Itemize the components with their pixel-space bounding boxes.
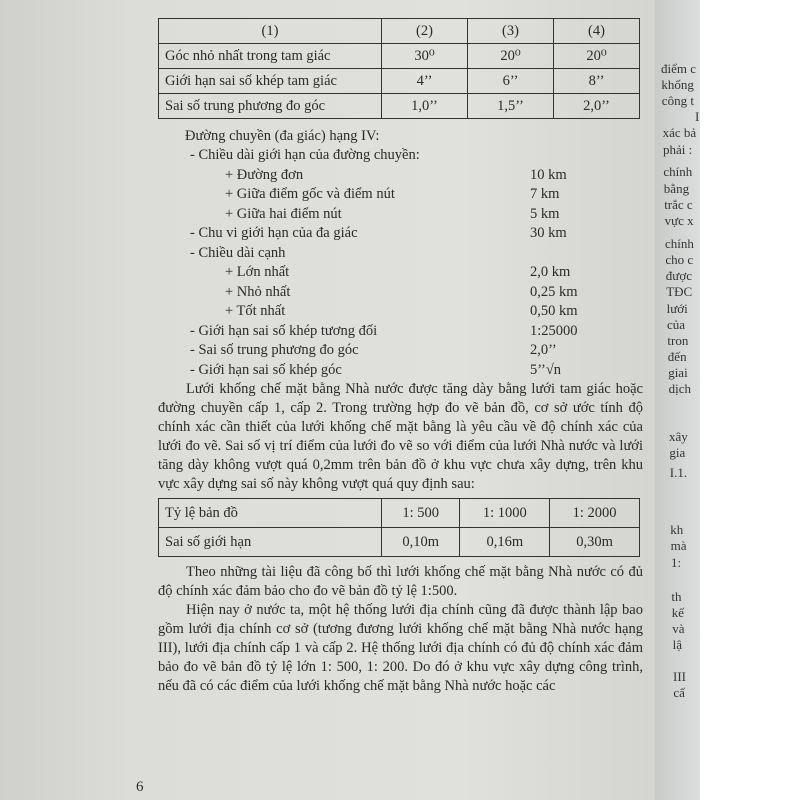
table-cell: Tỷ lệ bản đồ: [159, 499, 382, 528]
right-page-text: công t: [661, 93, 694, 108]
right-page-text: điểm c: [661, 61, 697, 76]
right-page-text: phải :: [663, 142, 693, 157]
table-cell: 8’’: [554, 69, 640, 94]
list-item-label: + Đường đơn: [225, 166, 304, 183]
list-item: [158, 244, 643, 264]
list-item-label: + Lớn nhất: [225, 264, 290, 280]
right-page-text: và: [672, 621, 685, 636]
right-page-text: xác bả: [662, 125, 697, 140]
list-item-label: - Chiều dài giới hạn của đường chuyền:: [190, 147, 420, 163]
list-item: [158, 361, 643, 381]
table-cell: 20⁰: [554, 44, 640, 69]
list-item-value: 2,0 km: [530, 264, 571, 280]
table-row: [159, 44, 640, 69]
table-cell: 0,16m: [460, 528, 550, 557]
paragraph: Lưới khống chế mặt bằng Nhà nước được tăng dày bằng lưới tam giác hoặc đường chuyền cấp 1, cấp 2. Trong trường hợp đo vẽ bản đồ, cơ sở ước tính độ chính xác cần thiết của lưới khống chế mặt bằng là yêu cầu về độ chính xác của lưới đo vẽ. Sai số vị trí điểm của lưới đo vẽ so với điểm của lưới Nhà nước và lưới tăng dày không vượt quá 0,2mm trên bản đồ ở khu vực chưa xây dựng, trên khu vực xây dựng sai số này không vượt quá quy định sau:: [158, 381, 643, 492]
right-page-text: th: [671, 589, 682, 604]
right-page-text: khống: [661, 77, 694, 92]
table-row: [159, 69, 640, 94]
table-cell: Sai số trung phương đo góc: [159, 94, 382, 119]
table-row: [159, 94, 640, 119]
list-item-label: - Chiều dài cạnh: [190, 244, 286, 261]
table-header-row: [159, 19, 640, 44]
list-item: [158, 166, 643, 186]
list-item: [158, 263, 643, 283]
table-header: (3): [468, 19, 554, 44]
list-item: [158, 302, 643, 322]
list-item: [158, 283, 643, 303]
table-cell: 1,5’’: [468, 94, 554, 119]
table-cell: 1: 2000: [550, 499, 640, 528]
right-page-text: đến: [667, 349, 687, 364]
table-cell: Góc nhỏ nhất trong tam giác: [159, 44, 382, 69]
right-page-text: kế: [671, 605, 685, 620]
right-page-text: cấ: [673, 685, 685, 700]
section-title: Đường chuyền (đa giác) hạng IV:: [185, 128, 380, 144]
list-item-label: + Nhỏ nhất: [225, 283, 291, 300]
table-cell: 30⁰: [382, 44, 468, 69]
list-item: [158, 224, 643, 244]
list-item: [158, 205, 643, 225]
list-item-value: 10 km: [530, 166, 567, 183]
right-page-text: III: [673, 669, 686, 684]
right-page-text: được: [665, 268, 692, 283]
list-item-value: 2,0’’: [530, 342, 557, 358]
spec-list: [158, 146, 643, 380]
right-page-text: giai: [668, 365, 688, 380]
right-page-text: trắc c: [664, 197, 693, 212]
right-page-text: chính: [663, 164, 693, 179]
table-cell: 1,0’’: [382, 94, 468, 119]
list-item-value: 5’’√n: [530, 361, 562, 378]
scale-error-table: [158, 498, 640, 557]
list-item-label: - Sai số trung phương đo góc: [190, 342, 359, 358]
paragraph: Theo những tài liệu đã công bố thì lưới khống chế mặt bằng Nhà nước có đủ độ chính xác đảm bảo cho đo vẽ bản đồ tỷ lệ 1:500.: [158, 564, 643, 599]
list-item-value: 1:25000: [530, 322, 578, 339]
right-page-text: của: [667, 317, 686, 332]
right-page-text: 1:: [671, 555, 682, 570]
table-cell: 1: 500: [382, 499, 460, 528]
list-item-label: - Giới hạn sai số khép góc: [190, 361, 342, 378]
list-item-label: + Tốt nhất: [225, 303, 286, 319]
page-number: 6: [136, 779, 144, 795]
list-item: [158, 322, 643, 342]
right-page-text: vực x: [664, 213, 694, 228]
right-page-text: cho c: [665, 252, 694, 267]
right-page-text: kh: [670, 522, 684, 537]
right-page-text: mà: [670, 538, 687, 553]
list-item-value: 5 km: [530, 205, 560, 222]
list-item-value: 30 km: [530, 225, 567, 241]
paragraph: Hiện nay ở nước ta, một hệ thống lưới địa chính cũng đã được thành lập bao gồm lưới địa chính cơ sở (tương đương lưới khống chế mặt bằng Nhà nước hạng III), lưới địa chính cấp 1 và cấp 2. Hệ thống lưới địa chính có đủ độ chính xác đảm bảo đo vẽ bản đồ tỷ lệ lớn 1: 500, 1: 200. Do đó ở khu vực xây dựng công trình, nếu đã có các điểm của lưới khống chế mặt bằng Nhà nước hoặc các: [158, 602, 643, 694]
right-page-text: chính: [665, 236, 694, 251]
table-header: (4): [554, 19, 640, 44]
table-cell: 4’’: [382, 69, 468, 94]
right-page-text: tron: [667, 333, 689, 348]
text-column: [158, 18, 643, 696]
right-page-text: TĐC: [666, 284, 693, 299]
list-item-label: - Giới hạn sai số khép tương đối: [190, 322, 378, 339]
list-item-value: 7 km: [530, 186, 560, 202]
table-cell: Giới hạn sai số khép tam giác: [159, 69, 382, 94]
right-page-fragment: [655, 0, 700, 800]
table-cell: 1: 1000: [460, 499, 550, 528]
table-row: [159, 499, 640, 528]
control-network-table: [158, 18, 640, 119]
right-page-text: lậ: [672, 637, 682, 652]
list-item: [158, 146, 643, 166]
right-page-text: I.1.: [669, 465, 688, 480]
table-cell: 20⁰: [468, 44, 554, 69]
table-cell: 0,30m: [550, 528, 640, 557]
table-cell: Sai số giới hạn: [159, 528, 382, 557]
right-page-text: xây: [669, 429, 688, 444]
right-page-text: gia: [669, 445, 686, 460]
right-page-text: dịch: [668, 381, 691, 396]
list-item-label: + Giữa hai điểm nút: [225, 205, 342, 222]
right-page-text: I: [695, 109, 700, 124]
table-cell: 6’’: [468, 69, 554, 94]
right-page-text: bằng: [663, 181, 690, 196]
table-header: (1): [159, 19, 382, 44]
list-item-value: 0,50 km: [530, 303, 578, 319]
table-cell: 2,0’’: [554, 94, 640, 119]
list-item-label: + Giữa điểm gốc và điểm nút: [225, 186, 395, 202]
table-header: (2): [382, 19, 468, 44]
list-item-label: - Chu vi giới hạn của đa giác: [190, 225, 358, 241]
list-item: [158, 185, 643, 205]
list-item-value: 0,25 km: [530, 283, 578, 300]
table-row: [159, 528, 640, 557]
right-page-text: lưới: [666, 301, 688, 316]
list-item: [158, 341, 643, 361]
table-cell: 0,10m: [382, 528, 460, 557]
